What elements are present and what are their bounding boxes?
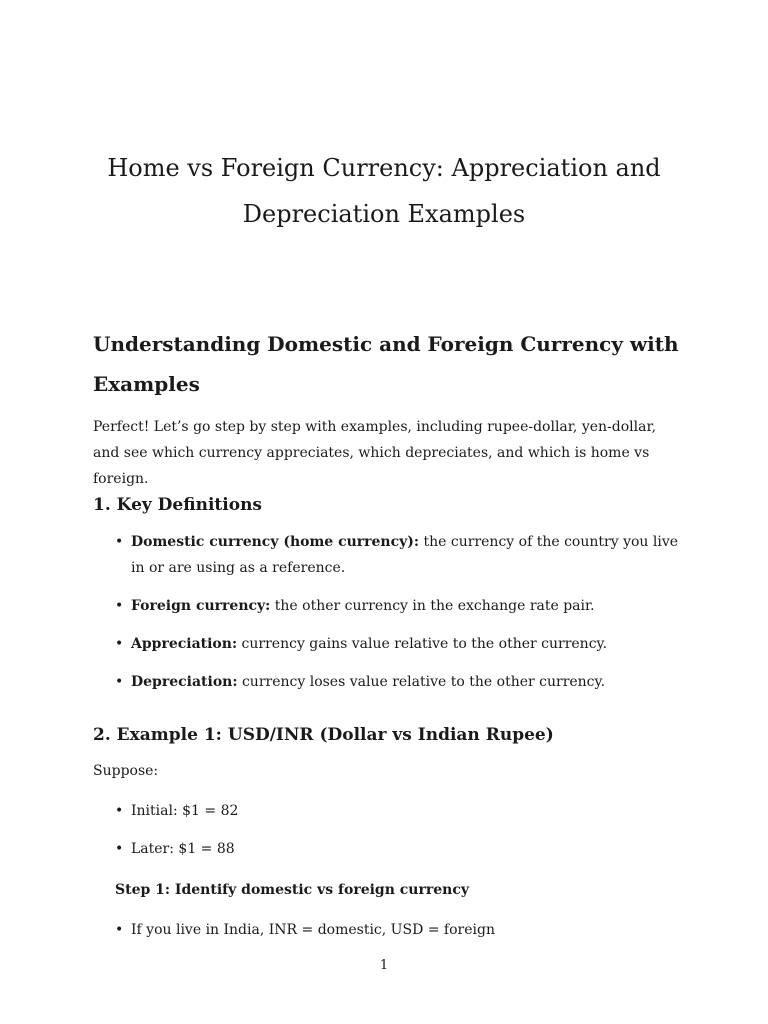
definition-text: currency gains value relative to the other currency. bbox=[237, 636, 608, 652]
bullet-icon: • bbox=[115, 841, 124, 857]
exchange-rate-text: Later: $1 = 88 bbox=[131, 841, 235, 857]
key-definitions-heading: 1. Key Definitions bbox=[93, 495, 262, 515]
suppose-text: Suppose: bbox=[93, 763, 159, 779]
definition-text: the other currency in the exchange rate pair. bbox=[270, 598, 595, 614]
definition-item bbox=[93, 631, 683, 657]
definition-term: Domestic currency (home currency): bbox=[131, 534, 420, 550]
definition-term: Appreciation: bbox=[131, 636, 238, 652]
exchange-rate-text: Initial: $1 = 82 bbox=[131, 803, 239, 819]
definition-term: Foreign currency: bbox=[131, 598, 271, 614]
exchange-rate-item bbox=[93, 836, 683, 862]
section-title: Understanding Domestic and Foreign Currency with Examples bbox=[93, 332, 679, 396]
exchange-rate-item bbox=[93, 798, 683, 824]
page-number: 1 bbox=[379, 958, 389, 973]
definition-item bbox=[93, 529, 683, 581]
intro-paragraph: Perfect! Let’s go step by step with examples, including rupee-dollar, yen-dollar, and see which currency appreciates, which depreciates, and which is home vs foreign. bbox=[93, 419, 657, 487]
bullet-icon: • bbox=[115, 803, 124, 819]
definition-item bbox=[93, 669, 683, 695]
example-1-heading: 2. Example 1: USD/INR (Dollar vs Indian Rupee) bbox=[93, 725, 554, 745]
definition-term: Depreciation: bbox=[131, 674, 238, 690]
definition-text: currency loses value relative to the other currency. bbox=[237, 674, 606, 690]
bullet-icon: • bbox=[115, 674, 124, 690]
definition-text: the currency of the country you live in or are using as a reference. bbox=[131, 534, 679, 576]
definition-item bbox=[93, 593, 683, 619]
document-title-line-1: Home vs Foreign Currency: Appreciation and bbox=[107, 154, 661, 182]
bullet-icon: • bbox=[115, 598, 124, 614]
document-title-line-2: Depreciation Examples bbox=[242, 200, 526, 228]
exchange-rate-list bbox=[93, 798, 683, 862]
step-1-list bbox=[93, 917, 683, 943]
bullet-icon: • bbox=[115, 636, 124, 652]
step-1-heading: Step 1: Identify domestic vs foreign currency bbox=[115, 882, 469, 898]
key-definitions-list bbox=[93, 529, 683, 695]
step-1-item-text: If you live in India, INR = domestic, USD = foreign bbox=[131, 922, 495, 938]
document-title bbox=[0, 145, 768, 237]
step-1-item bbox=[93, 917, 683, 943]
bullet-icon: • bbox=[115, 534, 124, 550]
bullet-icon: • bbox=[115, 922, 124, 938]
